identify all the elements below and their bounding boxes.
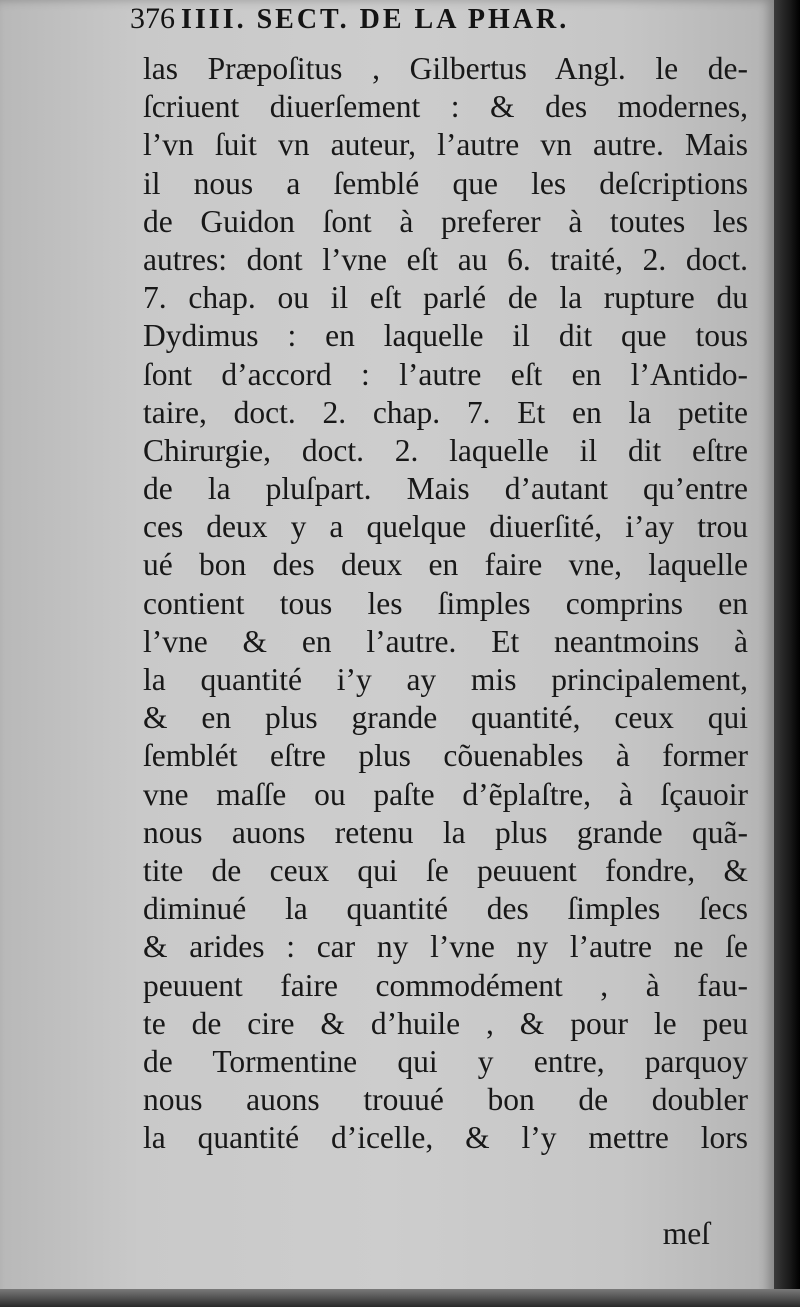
text-line: de Tormentine qui y entre, parquoy: [143, 1043, 748, 1079]
text-line: nous auons trouué bon de doubler: [143, 1082, 748, 1118]
text-line: de Guidon ſont à preferer à toutes les: [143, 203, 748, 239]
text-line: taire, doct. 2. chap. 7. Et en la petite: [143, 394, 748, 430]
text-line: & en plus grande quantité, ceux qui: [143, 700, 748, 736]
text-line: 7. chap. ou il eſt parlé de la rupture du: [143, 280, 748, 316]
text-line: las Præpoſitus , Gilbertus Angl. le de-: [143, 51, 748, 86]
text-line: l’vne & en l’autre. Et neantmoins à: [143, 623, 748, 659]
text-line: ſont d’accord : l’autre eſt en l’Antido-: [143, 356, 748, 392]
page-gutter-shadow: [774, 0, 800, 1307]
text-line: il nous a ſemblé que les deſcriptions: [143, 165, 748, 201]
text-line: contient tous les ſimples comprins en: [143, 585, 748, 621]
page-number: 376: [130, 2, 175, 35]
text-line: Chirurgie, doct. 2. laquelle il dit eſtre: [143, 432, 748, 468]
text-line: ces deux y a quelque diuerſité, i’ay trou: [143, 509, 748, 545]
page-bottom-edge: [0, 1289, 800, 1307]
text-line: ſcriuent diuerſement : & des modernes,: [143, 89, 748, 125]
text-line: autres: dont l’vne eſt au 6. traité, 2. doct.: [143, 241, 748, 277]
text-line: ſemblét eſtre plus cõuenables à former: [143, 738, 748, 774]
text-line: diminué la quantité des ſimples ſecs: [143, 891, 748, 927]
text-line: & arides : car ny l’vne ny l’autre ne ſe: [143, 929, 748, 965]
text-line: te de cire & d’huile , & pour le peu: [143, 1005, 748, 1041]
text-line: vne maſſe ou paſte d’ẽplaſtre, à ſçauoir: [143, 776, 748, 812]
text-line: tite de ceux qui ſe peuuent fondre, &: [143, 852, 748, 888]
text-line: nous auons retenu la plus grande quã-: [143, 814, 748, 850]
running-title: IIII. SECT. DE LA PHAR.: [181, 4, 570, 35]
running-head: [130, 2, 569, 42]
text-line: ué bon des deux en faire vne, laquelle: [143, 547, 748, 583]
text-line: de la pluſpart. Mais d’autant qu’entre: [143, 471, 748, 507]
catchword: meſ: [662, 1216, 710, 1251]
text-line: la quantité d’icelle, & l’y mettre lors: [143, 1120, 748, 1156]
text-line: l’vn ſuit vn auteur, l’autre vn autre. Mais: [143, 127, 748, 163]
text-line: peuuent faire commodément , à fau-: [143, 967, 748, 1003]
text-line: la quantité i’y ay mis principalement,: [143, 662, 748, 697]
text-line: Dydimus : en laquelle il dit que tous: [143, 318, 748, 354]
body-text: [143, 50, 748, 1157]
